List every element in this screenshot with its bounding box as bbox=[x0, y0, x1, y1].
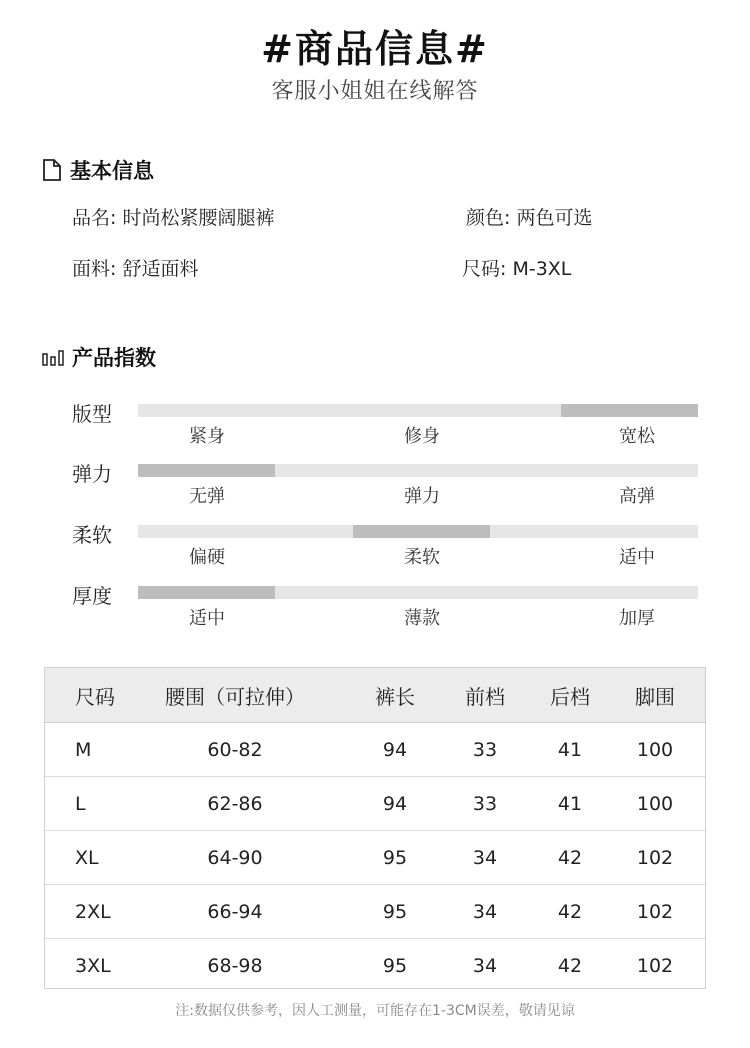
table-cell: 41 bbox=[557, 738, 583, 761]
table-row bbox=[45, 885, 705, 939]
page-subtitle: 客服小姐姐在线解答 bbox=[271, 79, 479, 104]
index-track bbox=[138, 525, 698, 538]
table-cell: 34 bbox=[472, 846, 498, 869]
index-option: 弹力 bbox=[404, 486, 440, 507]
table-cell: 41 bbox=[557, 792, 583, 815]
product-index-title: 产品指数 bbox=[72, 346, 156, 370]
basic-info-heading bbox=[42, 155, 154, 185]
document-icon bbox=[42, 159, 62, 181]
table-row bbox=[45, 939, 705, 993]
table-cell: 2XL bbox=[75, 900, 111, 923]
index-option: 柔软 bbox=[404, 547, 440, 568]
index-option: 适中 bbox=[619, 547, 655, 568]
table-cell: 34 bbox=[472, 900, 498, 923]
index-fill bbox=[138, 464, 275, 477]
table-row bbox=[45, 723, 705, 777]
table-cell: 102 bbox=[636, 900, 674, 923]
size-table bbox=[44, 667, 706, 989]
table-cell: 33 bbox=[472, 792, 498, 815]
index-option: 高弹 bbox=[619, 486, 655, 507]
index-track bbox=[138, 586, 698, 599]
table-cell: 94 bbox=[382, 792, 408, 815]
header-cell: 裤长 bbox=[375, 684, 415, 709]
table-cell: 3XL bbox=[75, 955, 111, 977]
table-cell: 66-94 bbox=[207, 900, 263, 923]
size-table-header bbox=[45, 668, 705, 723]
table-cell: 95 bbox=[382, 846, 408, 869]
bar-chart-icon bbox=[42, 348, 64, 366]
table-cell: 68-98 bbox=[207, 955, 263, 977]
table-row bbox=[45, 777, 705, 831]
info-value: 舒适面料 bbox=[122, 258, 199, 280]
table-row bbox=[45, 831, 705, 885]
info-value: M-3XL bbox=[512, 258, 572, 280]
info-label: 面料: bbox=[72, 258, 117, 280]
header-cell: 尺码 bbox=[75, 684, 115, 709]
index-label: 厚度 bbox=[72, 584, 112, 608]
table-cell: 62-86 bbox=[207, 792, 263, 815]
table-cell: 33 bbox=[472, 738, 498, 761]
info-label: 尺码: bbox=[462, 258, 507, 280]
index-option: 紧身 bbox=[189, 426, 225, 447]
index-option: 适中 bbox=[189, 608, 225, 629]
table-cell: 42 bbox=[557, 846, 583, 869]
index-fill bbox=[353, 525, 490, 538]
product-index-heading bbox=[42, 342, 156, 372]
table-cell: 60-82 bbox=[207, 738, 263, 761]
info-item-name bbox=[72, 203, 274, 230]
table-cell: 34 bbox=[472, 955, 498, 977]
table-cell: 42 bbox=[557, 900, 583, 923]
info-item-fabric bbox=[72, 254, 198, 281]
table-cell: L bbox=[75, 792, 86, 815]
table-cell: 102 bbox=[636, 846, 674, 869]
info-value: 时尚松紧腰阔腿裤 bbox=[122, 207, 275, 229]
page-title: #商品信息# bbox=[261, 27, 489, 71]
index-option: 修身 bbox=[404, 426, 440, 447]
index-fill bbox=[138, 586, 275, 599]
index-option: 宽松 bbox=[619, 426, 655, 447]
index-track bbox=[138, 404, 698, 417]
basic-info-title: 基本信息 bbox=[70, 159, 154, 183]
table-cell: M bbox=[75, 738, 92, 761]
index-label: 弹力 bbox=[72, 462, 112, 486]
header-cell: 后档 bbox=[550, 684, 590, 709]
table-cell: 42 bbox=[557, 955, 583, 977]
table-cell: 100 bbox=[636, 738, 674, 761]
index-track bbox=[138, 464, 698, 477]
header-cell: 腰围（可拉伸） bbox=[165, 684, 305, 709]
table-cell: 94 bbox=[382, 738, 408, 761]
index-option: 薄款 bbox=[404, 608, 440, 629]
info-item-color bbox=[466, 203, 592, 230]
info-label: 品名: bbox=[72, 207, 117, 229]
index-fill bbox=[561, 404, 698, 417]
table-cell: 100 bbox=[636, 792, 674, 815]
table-cell: 64-90 bbox=[207, 846, 263, 869]
disclaimer-note: 注:数据仅供参考，因人工测量，可能存在1-3CM误差，敬请见谅 bbox=[175, 1003, 575, 1019]
index-label: 柔软 bbox=[72, 523, 112, 547]
index-option: 无弹 bbox=[189, 486, 225, 507]
table-cell: XL bbox=[75, 846, 99, 869]
table-cell: 95 bbox=[382, 900, 408, 923]
index-option: 偏硬 bbox=[189, 547, 225, 568]
info-item-size bbox=[462, 254, 571, 281]
index-option: 加厚 bbox=[619, 608, 655, 629]
info-label: 颜色: bbox=[466, 207, 511, 229]
info-value: 两色可选 bbox=[516, 207, 593, 229]
table-cell: 95 bbox=[382, 955, 408, 977]
header-cell: 前档 bbox=[465, 684, 505, 709]
header-cell: 脚围 bbox=[635, 684, 675, 709]
table-cell: 102 bbox=[636, 955, 674, 977]
index-label: 版型 bbox=[72, 402, 112, 426]
